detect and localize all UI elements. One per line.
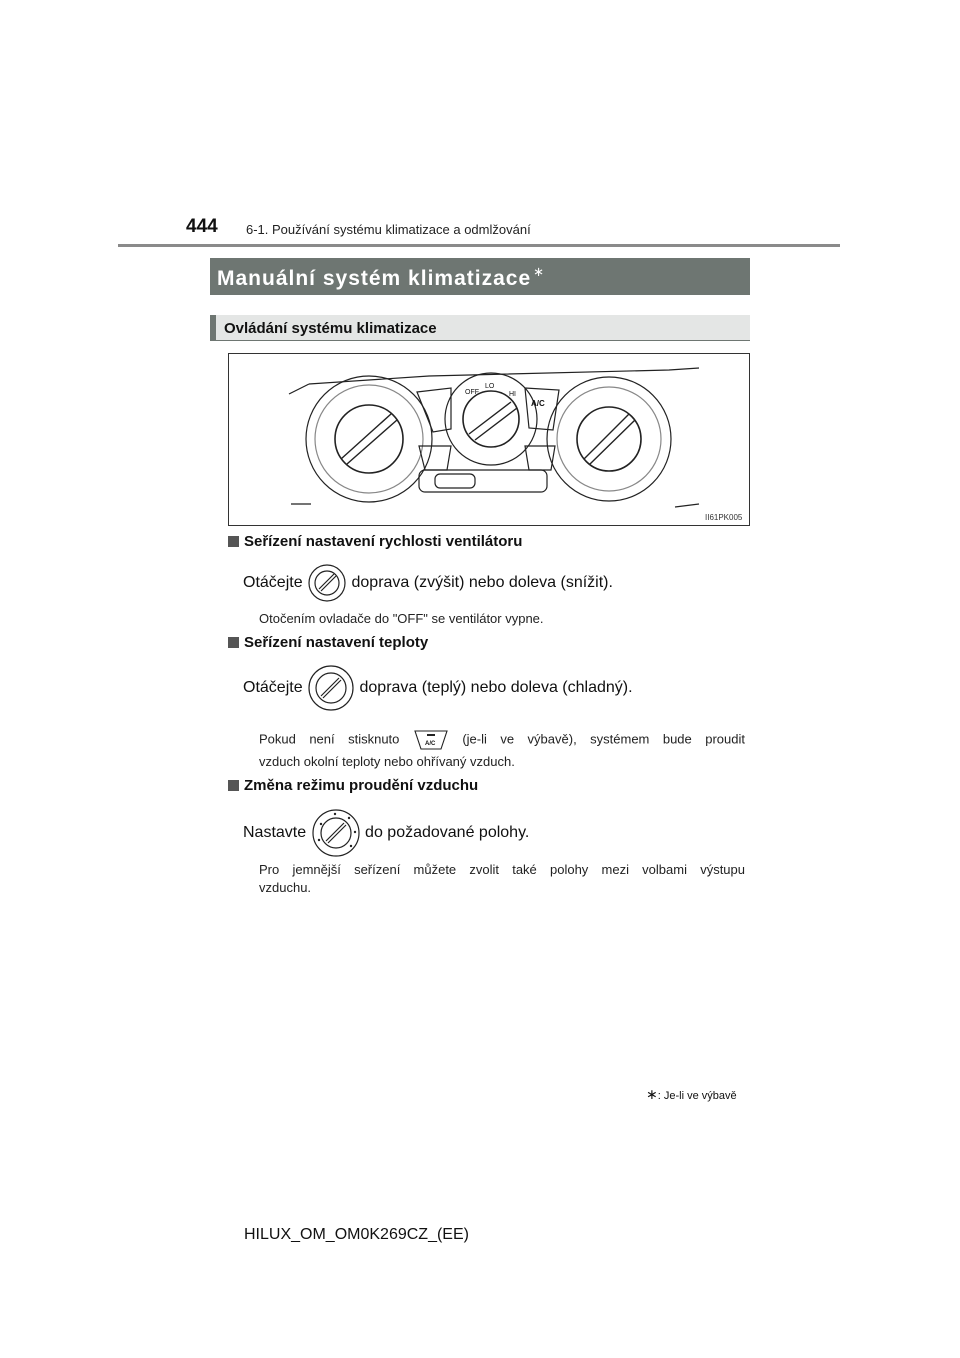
footnote xyxy=(646,1086,737,1103)
bullet-square-icon xyxy=(228,780,239,791)
ac-button-label: A/C xyxy=(531,399,545,408)
climate-panel-figure xyxy=(228,353,750,526)
footnote-mark: ∗ xyxy=(646,1086,658,1102)
airflow-note-line2: vzduchu. xyxy=(259,880,312,895)
fan-speed-note: Otočením ovladače do "OFF" se ventilátor vypne. xyxy=(259,611,544,626)
subsection-title xyxy=(210,315,750,341)
footnote-text: : Je-li ve výbavě xyxy=(657,1090,737,1102)
fan-speed-instruction: Otáčejte doprava (zvýšit) nebo doleva (snížit). xyxy=(243,563,613,603)
fan-hi-label: HI xyxy=(509,391,516,398)
fan-lo-label: LO xyxy=(485,383,495,390)
section-title-bar xyxy=(210,258,750,295)
subsection-title-text: Ovládání systému klimatizace xyxy=(224,320,437,337)
bullet-square-icon xyxy=(228,637,239,648)
figure-code: II61PK005 xyxy=(705,513,743,522)
chapter-title: 6-1. Používání systému klimatizace a odmlžování xyxy=(246,222,531,237)
airflow-note-line1: Pro jemnější seřízení můžete zvolit také polohy mezi volbami výstupu xyxy=(259,862,745,877)
svg-text:A/C: A/C xyxy=(424,741,436,747)
airflow-instruction: Nastavte do požadované polohy. xyxy=(243,808,529,858)
document-code: HILUX_OM_OM0K269CZ_(EE) xyxy=(244,1226,469,1243)
optional-mark: ∗ xyxy=(533,264,546,279)
heading-temperature: Seřízení nastavení teploty xyxy=(228,634,428,651)
fan-knob-icon xyxy=(307,563,347,603)
temperature-note-line1: Pokud není stisknuto A/C (je-li ve výbavě), systémem bude proudit xyxy=(259,729,745,751)
temperature-knob-icon xyxy=(307,664,355,712)
ac-button-icon xyxy=(413,729,449,751)
heading-airflow-mode: Změna režimu proudění vzduchu xyxy=(228,777,478,794)
temperature-note-line2: vzduch okolní teploty nebo ohřívaný vzduch. xyxy=(259,754,515,769)
fan-off-label: OFF xyxy=(465,389,479,396)
climate-panel-illustration xyxy=(229,354,749,525)
airflow-knob-icon xyxy=(311,808,361,858)
temperature-instruction: Otáčejte doprava (teplý) nebo doleva (chladný). xyxy=(243,664,633,712)
page-number: 444 xyxy=(186,216,218,237)
bullet-square-icon xyxy=(228,536,239,547)
section-title: Manuální systém klimatizace xyxy=(217,267,532,290)
header-rule xyxy=(118,244,840,247)
heading-fan-speed: Seřízení nastavení rychlosti ventilátoru xyxy=(228,533,522,550)
